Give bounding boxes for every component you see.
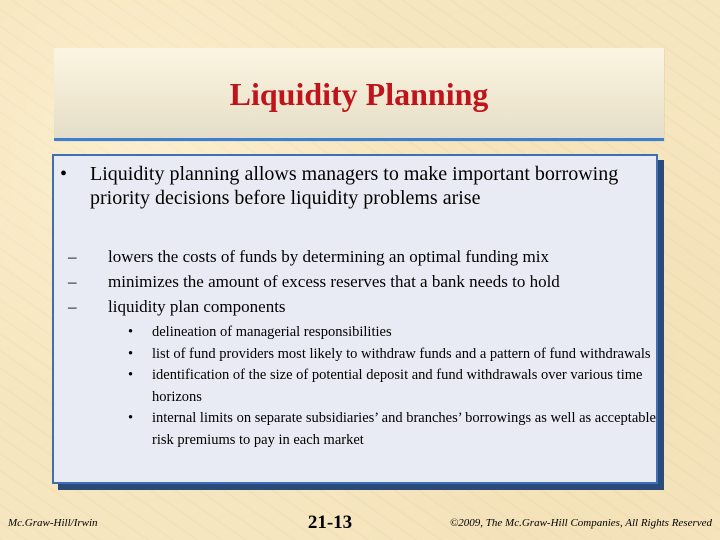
main-bullet xyxy=(60,162,645,210)
bullet-marker: • xyxy=(128,367,134,383)
slide-title: Liquidity Planning xyxy=(229,76,489,112)
main-bullet-rest: allows managers to make important borrowing priority decisions before liquidity problems arise xyxy=(90,163,619,209)
bullet-marker: • xyxy=(128,324,134,340)
component-item-4 xyxy=(128,408,658,451)
component-text: internal limits on separate subsidiaries’ and branches’ borrowings as well as acceptable risk premiums to pay in each market xyxy=(152,410,656,448)
sub-bullet-text: liquidity plan components xyxy=(108,297,286,316)
footer-copyright: ©2009, The Mc.Graw-Hill Companies, All Rights Reserved xyxy=(449,517,712,529)
footer-publisher: Mc.Graw-Hill/Irwin xyxy=(8,517,98,529)
sub-bullet-2 xyxy=(68,269,653,294)
component-item-3 xyxy=(128,365,658,408)
sub-bullet-list xyxy=(68,244,653,319)
dash-marker: – xyxy=(68,297,77,316)
bullet-marker: • xyxy=(128,410,134,426)
main-bullet-text xyxy=(90,162,645,210)
sub-bullet-3 xyxy=(68,294,653,319)
component-list xyxy=(128,322,658,451)
footer-page-number: 21-13 xyxy=(307,512,353,533)
dash-marker: – xyxy=(68,272,77,291)
bullet-marker: • xyxy=(128,345,134,362)
main-bullet-bold-lead: Liquidity planning xyxy=(90,163,240,185)
component-item-2 xyxy=(128,344,658,366)
dash-marker: – xyxy=(68,247,77,266)
sub-bullet-text: minimizes the amount of excess reserves that a bank needs to hold xyxy=(108,272,560,291)
sub-bullet-1 xyxy=(68,244,653,269)
title-banner xyxy=(54,48,664,141)
content-box xyxy=(52,154,658,484)
component-text: identification of the size of potential deposit and fund withdrawals over various time horizons xyxy=(152,367,643,405)
component-text: list of fund providers most likely to withdraw funds and a pattern of fund withdrawals xyxy=(152,345,651,362)
component-text: delineation of managerial responsibilities xyxy=(152,324,392,340)
component-item-1 xyxy=(128,322,658,344)
sub-bullet-text: lowers the costs of funds by determining an optimal funding mix xyxy=(108,247,549,266)
bullet-marker: • xyxy=(60,163,68,185)
